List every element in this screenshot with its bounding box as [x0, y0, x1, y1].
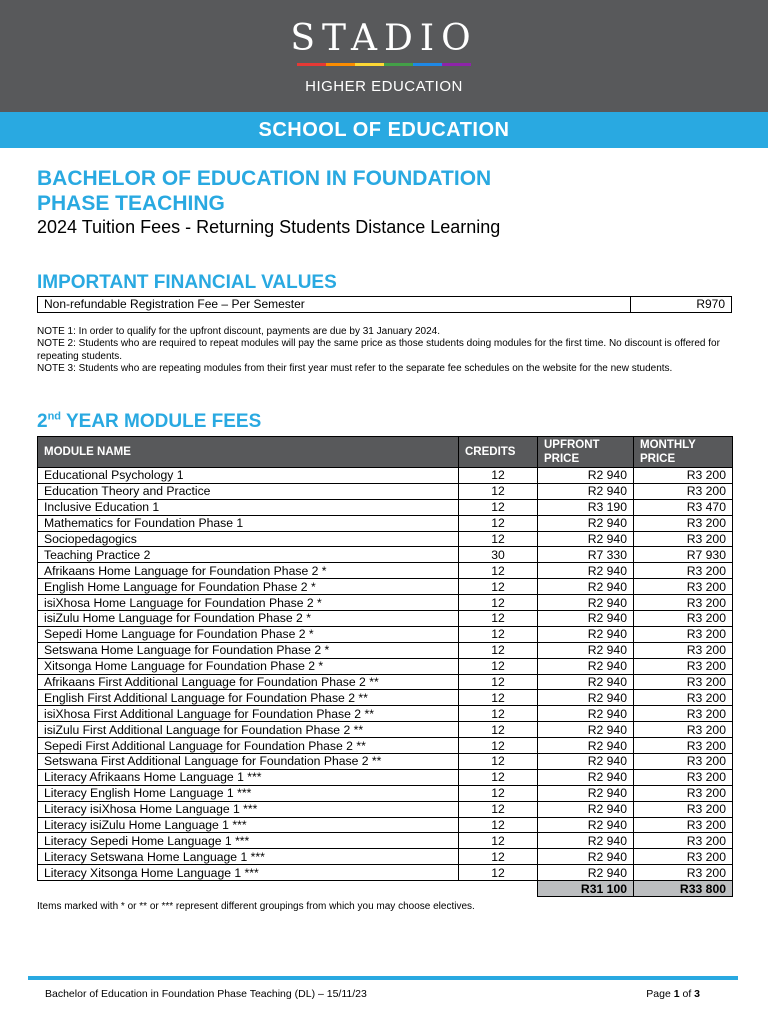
- col-header-monthly: MONTHLY PRICE: [634, 437, 733, 468]
- module-fees-heading: [37, 411, 261, 433]
- monthly-price-cell: R3 200: [634, 468, 733, 484]
- credits-cell: 12: [459, 754, 538, 770]
- monthly-price-cell: R3 200: [634, 722, 733, 738]
- credits-cell: 12: [459, 531, 538, 547]
- module-name-cell: Inclusive Education 1: [38, 499, 459, 515]
- module-name-cell: isiZulu First Additional Language for Foundation Phase 2 **: [38, 722, 459, 738]
- table-row: [38, 658, 733, 674]
- upfront-price-cell: R2 940: [538, 785, 634, 801]
- monthly-price-cell: R3 470: [634, 499, 733, 515]
- col-header-credits: CREDITS: [459, 437, 538, 468]
- table-row: [38, 849, 733, 865]
- monthly-price-cell: R3 200: [634, 626, 733, 642]
- module-name-cell: Literacy English Home Language 1 ***: [38, 785, 459, 801]
- credits-cell: 12: [459, 801, 538, 817]
- upfront-price-cell: R2 940: [538, 658, 634, 674]
- credits-cell: 12: [459, 626, 538, 642]
- module-name-cell: Educational Psychology 1: [38, 468, 459, 484]
- monthly-price-cell: R3 200: [634, 531, 733, 547]
- upfront-price-cell: R2 940: [538, 722, 634, 738]
- title-line-2: PHASE TEACHING: [37, 192, 225, 215]
- monthly-price-cell: R7 930: [634, 547, 733, 563]
- module-name-cell: isiZulu Home Language for Foundation Phase 2 *: [38, 611, 459, 627]
- monthly-price-cell: R3 200: [634, 674, 733, 690]
- table-row: [38, 690, 733, 706]
- credits-cell: 12: [459, 865, 538, 881]
- upfront-price-cell: R2 940: [538, 865, 634, 881]
- credits-cell: 12: [459, 515, 538, 531]
- upfront-price-cell: R2 940: [538, 674, 634, 690]
- credits-cell: 12: [459, 468, 538, 484]
- monthly-price-cell: R3 200: [634, 483, 733, 499]
- module-name-cell: isiXhosa Home Language for Foundation Phase 2 *: [38, 595, 459, 611]
- monthly-price-cell: R3 200: [634, 738, 733, 754]
- credits-cell: 12: [459, 738, 538, 754]
- school-band: SCHOOL OF EDUCATION: [0, 112, 768, 148]
- credits-cell: 12: [459, 499, 538, 515]
- registration-fee-value: R970: [696, 297, 725, 311]
- logo-bar-segment: [355, 63, 384, 66]
- monthly-price-cell: R3 200: [634, 658, 733, 674]
- module-name-cell: Teaching Practice 2: [38, 547, 459, 563]
- table-row: [38, 579, 733, 595]
- credits-cell: 12: [459, 658, 538, 674]
- module-name-cell: English First Additional Language for Foundation Phase 2 **: [38, 690, 459, 706]
- page-title: [37, 166, 657, 216]
- registration-fee-box: [37, 296, 732, 313]
- monthly-price-cell: R3 200: [634, 769, 733, 785]
- logo-rainbow-bar: [297, 63, 471, 66]
- monthly-price-cell: R3 200: [634, 833, 733, 849]
- monthly-price-cell: R3 200: [634, 849, 733, 865]
- heading-ordinal: nd: [47, 410, 62, 423]
- logo-bar-segment: [442, 63, 471, 66]
- table-row: [38, 754, 733, 770]
- upfront-price-cell: R2 940: [538, 563, 634, 579]
- col-header-upfront: UPFRONT PRICE: [538, 437, 634, 468]
- upfront-price-cell: R2 940: [538, 595, 634, 611]
- total-upfront: R31 100: [538, 881, 634, 897]
- module-name-cell: Literacy isiXhosa Home Language 1 ***: [38, 801, 459, 817]
- module-name-cell: Education Theory and Practice: [38, 483, 459, 499]
- monthly-price-cell: R3 200: [634, 801, 733, 817]
- table-row: [38, 563, 733, 579]
- upfront-price-cell: R2 940: [538, 483, 634, 499]
- credits-cell: 12: [459, 706, 538, 722]
- table-row: [38, 769, 733, 785]
- total-monthly: R33 800: [634, 881, 733, 897]
- monthly-price-cell: R3 200: [634, 785, 733, 801]
- table-row: [38, 531, 733, 547]
- monthly-price-cell: R3 200: [634, 690, 733, 706]
- heading-year-number: 2: [37, 411, 48, 432]
- table-row: [38, 674, 733, 690]
- logo-bar-segment: [326, 63, 355, 66]
- table-row: [38, 642, 733, 658]
- table-row: [38, 833, 733, 849]
- credits-cell: 12: [459, 785, 538, 801]
- page-of: of: [679, 988, 695, 1000]
- table-row: [38, 499, 733, 515]
- heading-rest: YEAR MODULE FEES: [61, 411, 262, 432]
- module-name-cell: Literacy Setswana Home Language 1 ***: [38, 849, 459, 865]
- upfront-price-cell: R2 940: [538, 833, 634, 849]
- monthly-price-cell: R3 200: [634, 611, 733, 627]
- upfront-price-cell: R2 940: [538, 515, 634, 531]
- monthly-price-cell: R3 200: [634, 563, 733, 579]
- page-subtitle: 2024 Tuition Fees - Returning Students Distance Learning: [37, 217, 501, 237]
- credits-cell: 12: [459, 595, 538, 611]
- table-header-row: [38, 437, 733, 468]
- title-line-1: BACHELOR OF EDUCATION IN FOUNDATION: [37, 167, 492, 190]
- module-name-cell: English Home Language for Foundation Phase 2 *: [38, 579, 459, 595]
- note-3: NOTE 3: Students who are repeating modules from their first year must refer to the separate fee schedules on the website for the new students.: [37, 362, 673, 374]
- col-header-module: MODULE NAME: [38, 437, 459, 468]
- table-row: [38, 706, 733, 722]
- registration-fee-label: Non-refundable Registration Fee – Per Semester: [38, 297, 631, 312]
- upfront-price-cell: R2 940: [538, 690, 634, 706]
- credits-cell: 12: [459, 722, 538, 738]
- upfront-price-cell: R2 940: [538, 738, 634, 754]
- table-row: [38, 468, 733, 484]
- stadio-logo: STADIO: [290, 18, 478, 59]
- footer-page-number: [646, 988, 700, 1000]
- credits-cell: 12: [459, 674, 538, 690]
- monthly-price-cell: R3 200: [634, 817, 733, 833]
- monthly-price-cell: R3 200: [634, 754, 733, 770]
- table-row: [38, 595, 733, 611]
- credits-cell: 12: [459, 690, 538, 706]
- credits-cell: 12: [459, 833, 538, 849]
- credits-cell: 12: [459, 849, 538, 865]
- monthly-price-cell: R3 200: [634, 865, 733, 881]
- page-word: Page: [646, 988, 674, 1000]
- upfront-price-cell: R2 940: [538, 801, 634, 817]
- module-name-cell: Sepedi First Additional Language for Foundation Phase 2 **: [38, 738, 459, 754]
- electives-footnote: Items marked with * or ** or *** represent different groupings from which you may choose electives.: [37, 901, 475, 912]
- table-row: [38, 801, 733, 817]
- note-1: NOTE 1: In order to qualify for the upfront discount, payments are due by 31 January 2024.: [37, 326, 441, 337]
- module-name-cell: Literacy Xitsonga Home Language 1 ***: [38, 865, 459, 881]
- footer-divider: [28, 976, 738, 980]
- credits-cell: 12: [459, 611, 538, 627]
- upfront-price-cell: R2 940: [538, 531, 634, 547]
- table-row: [38, 722, 733, 738]
- credits-cell: 12: [459, 817, 538, 833]
- module-name-cell: Mathematics for Foundation Phase 1: [38, 515, 459, 531]
- monthly-price-cell: R3 200: [634, 595, 733, 611]
- upfront-price-cell: R2 940: [538, 626, 634, 642]
- upfront-price-cell: R2 940: [538, 769, 634, 785]
- logo-bar-segment: [413, 63, 442, 66]
- module-name-cell: Literacy Afrikaans Home Language 1 ***: [38, 769, 459, 785]
- upfront-price-cell: R2 940: [538, 817, 634, 833]
- monthly-price-cell: R3 200: [634, 642, 733, 658]
- upfront-price-cell: R2 940: [538, 754, 634, 770]
- monthly-price-cell: R3 200: [634, 579, 733, 595]
- sub-brand: HIGHER EDUCATION: [305, 78, 463, 95]
- table-row: [38, 515, 733, 531]
- credits-cell: 30: [459, 547, 538, 563]
- table-row: [38, 611, 733, 627]
- module-fees-table: [37, 436, 733, 897]
- upfront-price-cell: R3 190: [538, 499, 634, 515]
- upfront-price-cell: R2 940: [538, 706, 634, 722]
- upfront-price-cell: R2 940: [538, 579, 634, 595]
- table-row: [38, 547, 733, 563]
- upfront-price-cell: R2 940: [538, 611, 634, 627]
- footer-doc-label: Bachelor of Education in Foundation Phase Teaching (DL) – 15/11/23: [45, 988, 367, 1000]
- upfront-price-cell: R7 330: [538, 547, 634, 563]
- note-2: NOTE 2: Students who are required to repeat modules will pay the same price as those students doing modules for the first time. No discount is offered for repeating students.: [37, 338, 720, 362]
- table-row: [38, 626, 733, 642]
- financial-heading: IMPORTANT FINANCIAL VALUES: [37, 272, 337, 293]
- table-row: [38, 865, 733, 881]
- table-row: [38, 738, 733, 754]
- monthly-price-cell: R3 200: [634, 706, 733, 722]
- table-row: [38, 483, 733, 499]
- upfront-price-cell: R2 940: [538, 642, 634, 658]
- module-name-cell: Setswana Home Language for Foundation Phase 2 *: [38, 642, 459, 658]
- module-name-cell: Afrikaans First Additional Language for Foundation Phase 2 **: [38, 674, 459, 690]
- credits-cell: 12: [459, 769, 538, 785]
- total-blank: [459, 881, 538, 897]
- module-name-cell: isiXhosa First Additional Language for Foundation Phase 2 **: [38, 706, 459, 722]
- logo-bar-segment: [297, 63, 326, 66]
- table-row: [38, 817, 733, 833]
- module-name-cell: Setswana First Additional Language for Foundation Phase 2 **: [38, 754, 459, 770]
- module-name-cell: Literacy Sepedi Home Language 1 ***: [38, 833, 459, 849]
- logo-bar-segment: [384, 63, 413, 66]
- module-name-cell: Sepedi Home Language for Foundation Phase 2 *: [38, 626, 459, 642]
- credits-cell: 12: [459, 483, 538, 499]
- total-row: [38, 881, 733, 897]
- credits-cell: 12: [459, 579, 538, 595]
- module-name-cell: Sociopedagogics: [38, 531, 459, 547]
- total-blank: [38, 881, 459, 897]
- page-current: 1: [673, 988, 680, 1000]
- upfront-price-cell: R2 940: [538, 468, 634, 484]
- upfront-price-cell: R2 940: [538, 849, 634, 865]
- table-row: [38, 785, 733, 801]
- page-total: 3: [694, 988, 700, 1000]
- module-name-cell: Xitsonga Home Language for Foundation Phase 2 *: [38, 658, 459, 674]
- module-name-cell: Afrikaans Home Language for Foundation Phase 2 *: [38, 563, 459, 579]
- module-name-cell: Literacy isiZulu Home Language 1 ***: [38, 817, 459, 833]
- credits-cell: 12: [459, 642, 538, 658]
- credits-cell: 12: [459, 563, 538, 579]
- monthly-price-cell: R3 200: [634, 515, 733, 531]
- notes-block: [37, 326, 732, 375]
